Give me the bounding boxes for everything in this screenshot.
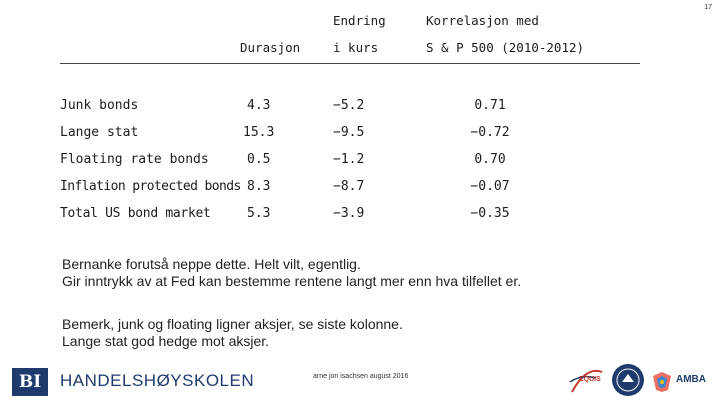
row-durasjon: 0.5: [247, 152, 271, 167]
header-kurs: i kurs: [333, 40, 379, 55]
header-rule: [60, 63, 640, 64]
row-name: Floating rate bonds: [60, 152, 209, 167]
equis-logo: [566, 362, 606, 400]
aacsb-seal: [611, 363, 645, 402]
row-endring: −1.2: [333, 152, 365, 167]
header-durasjon: Durasjon: [240, 40, 301, 55]
notes-block-2: [62, 316, 403, 350]
row-durasjon: 8.3: [247, 179, 271, 194]
notes-block-1: [62, 256, 521, 290]
page-number: 17: [704, 4, 712, 11]
row-name: Total US bond market: [60, 206, 211, 221]
aacsb-seal-icon: [611, 363, 645, 397]
header-endring: Endring: [333, 13, 386, 28]
bi-logo: BI: [12, 368, 48, 396]
row-durasjon: 4.3: [247, 98, 271, 113]
row-endring: −5.2: [333, 98, 365, 113]
amba-logo: [650, 364, 712, 400]
row-durasjon: 5.3: [247, 206, 271, 221]
row-korrelasjon: −0.07: [470, 179, 510, 194]
note-line: Bernanke forutså neppe dette. Helt vilt, egentlig.: [62, 256, 361, 272]
row-korrelasjon: −0.35: [470, 206, 510, 221]
row-name: Lange stat: [60, 125, 139, 140]
note-line: Bemerk, junk og floating ligner aksjer, se siste kolonne.: [62, 316, 403, 332]
equis-label: EQUIS: [579, 376, 601, 383]
row-name: Inflation protected bonds: [60, 179, 241, 194]
amba-label: AMBA: [676, 374, 706, 385]
row-name: Junk bonds: [60, 98, 139, 113]
row-korrelasjon: 0.70: [474, 152, 506, 167]
note-line: Gir inntrykk av at Fed kan bestemme rentene langt mer enn hva tilfellet er.: [62, 273, 522, 289]
header-korrelasjon: Korrelasjon med: [426, 13, 539, 28]
footer: [0, 360, 720, 405]
header-sp500: S & P 500 (2010-2012): [426, 40, 585, 55]
row-endring: −3.9: [333, 206, 365, 221]
school-name: HANDELSHØYSKOLEN: [60, 371, 255, 390]
note-line: Lange stat god hedge mot aksjer.: [62, 333, 270, 349]
row-endring: −9.5: [333, 125, 365, 140]
row-korrelasjon: −0.72: [470, 125, 510, 140]
row-endring: −8.7: [333, 179, 365, 194]
author-line: arne jon isachsen august 2016: [313, 373, 409, 380]
amba-shield-icon: [650, 370, 674, 394]
row-durasjon: 15.3: [243, 125, 275, 140]
row-korrelasjon: 0.71: [474, 98, 506, 113]
